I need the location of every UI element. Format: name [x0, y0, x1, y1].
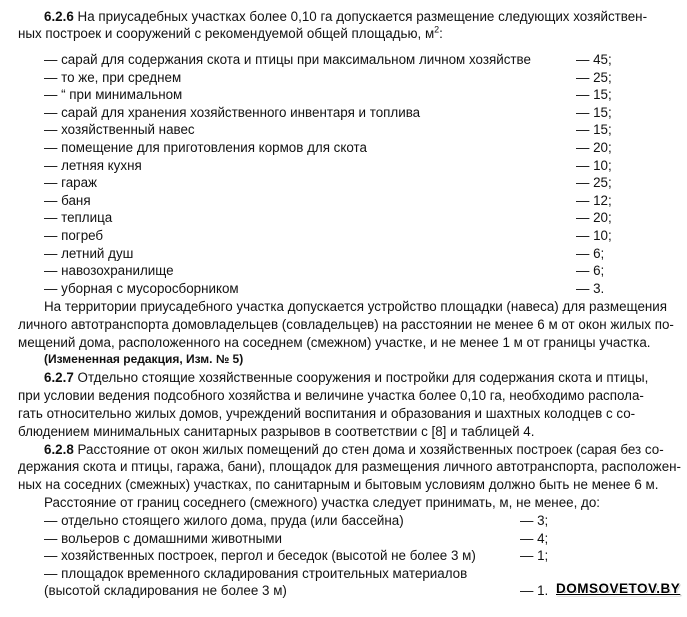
sec-627-text-1: Отдельно стоящие хозяйственные сооружения и постройки для содержания скота и птицы,: [77, 370, 649, 385]
sec-626-item-value: — 10;: [576, 228, 612, 243]
sec-626-item-label: — уборная с мусоросборником: [44, 280, 239, 296]
sec-626-item-value: — 20;: [576, 210, 612, 226]
sec-626-item-label: — гараж: [44, 175, 98, 191]
sec-626-item-label: — погреб: [44, 228, 104, 243]
sec-626-item-label: — сарай для хранения хозяйственного инвентаря и топлива: [44, 104, 421, 120]
sec-626-item-value: — 25;: [576, 175, 612, 191]
sec-626-item-label: — сарай для содержания скота и птицы при максимальном личном хозяйстве: [44, 52, 531, 67]
sec-626-item-label: — “ при минимальном: [44, 87, 183, 103]
sec-626-para-line-2: личного автотранспорта домовладельцев (совладельцев) на расстоянии не менее 6 м от окон жилых по-: [18, 317, 674, 332]
sec-626-item-value: — 25;: [576, 69, 612, 85]
sec-628-line-2: держания скота и птицы, гаража, бани), площадок для размещения личного автотранспорта, расположен-: [18, 459, 682, 474]
sec-626-para-line-1: На территории приусадебного участка допускается устройство площадки (навеса) для размещения: [44, 299, 668, 314]
sec-628-item-value: — 1;: [520, 548, 549, 564]
sec-626-item-value: — 6;: [576, 263, 605, 279]
sec-628-line-1: [44, 441, 664, 458]
sec-626-intro-2: ных построек и сооружений с рекомендуемой общей площадью, м: [18, 26, 435, 41]
sec-626-item-value: — 15;: [576, 104, 612, 120]
sec-626-item-value: — 6;: [576, 245, 605, 261]
sec-627-line-3: гать относительно жилых домов, учреждений воспитания и образования и шахтных колодцев с со-: [18, 406, 636, 421]
sec-626-item-value: — 3.: [576, 280, 605, 296]
sec-628-text-1: Расстояние от окон жилых помещений до стен дома и хозяйственных построек (сарая без со-: [77, 442, 664, 457]
sec-627-line-2: при условии ведения подсобного хозяйства и величине участка более 0,10 га, необходимо распола-: [18, 388, 644, 403]
superscript-2: 2: [434, 24, 440, 35]
sec-626-item-label: — летняя кухня: [44, 157, 142, 173]
sec-626-item-label: — то же, при среднем: [44, 69, 182, 85]
sec-626-item-label: — летний душ: [44, 245, 134, 261]
sec-626-item-label: — теплица: [44, 210, 113, 226]
sec-628-item-value: — 4;: [520, 530, 549, 546]
sec-628-item-label: — вольеров с домашними животными: [44, 530, 282, 546]
sec-626-para-line-3: мещений дома, расположенного на соседнем (смежном) участке, и не менее 1 м от границы участка.: [18, 335, 651, 350]
sec-628-item-label: — хозяйственных построек, пергол и беседок (высотой не более 3 м): [44, 548, 476, 564]
sec-626-intro-2-end: :: [439, 26, 443, 41]
sec-628-item-label: — отдельно стоящего жилого дома, пруда (или бассейна): [44, 513, 404, 528]
sec-626-intro-1: На приусадебных участках более 0,10 га допускается размещение следующих хозяйствен-: [77, 9, 648, 24]
sec-626-item-value: — 20;: [576, 140, 612, 155]
sec-626-line-2: [18, 25, 443, 42]
sec-627-line-1: [44, 369, 648, 386]
sec-626-item-value: — 12;: [576, 192, 612, 208]
sec-626-item-value: — 15;: [576, 122, 612, 138]
sec-626-item-value: — 10;: [576, 157, 612, 173]
sec-626-item-label: — хозяйственный навес: [44, 122, 195, 138]
sec-627-line-4: блюдением минимальных санитарных разрывов в соответствии с [8] и таблицей 4.: [18, 424, 535, 439]
sec-628-item-label: (высотой складирования не более 3 м): [44, 583, 287, 599]
sec-626-number: 6.2.6: [44, 9, 74, 24]
watermark-logo: DOMSOVETOV.BY: [556, 581, 681, 596]
sec-628-item-value: — 1.: [520, 583, 549, 599]
sec-626-item-label: — помещение для приготовления кормов для скота: [44, 140, 367, 155]
sec-628-item-label: — площадок временного складирования строительных материалов: [44, 565, 468, 581]
sec-628-line-3: ных на соседних (смежных) участках, по санитарным и бытовым условиям должно быть не менее 6 м.: [18, 477, 659, 492]
sec-626-item-value: — 15;: [576, 87, 612, 103]
sec-626-item-label: — баня: [44, 192, 91, 208]
sec-628-item-value: — 3;: [520, 513, 549, 528]
sec-626-line-1: [44, 8, 647, 25]
sec-628-number: 6.2.8: [44, 442, 74, 457]
revision-note: (Измененная редакция, Изм. № 5): [44, 352, 244, 366]
sec-626-item-value: — 45;: [576, 52, 612, 67]
sec-627-number: 6.2.7: [44, 370, 74, 385]
sec-628-para-2: Расстояние от границ соседнего (смежного) участка следует принимать, м, не менее, до:: [44, 495, 601, 510]
sec-626-item-label: — навозохранилище: [44, 263, 174, 279]
